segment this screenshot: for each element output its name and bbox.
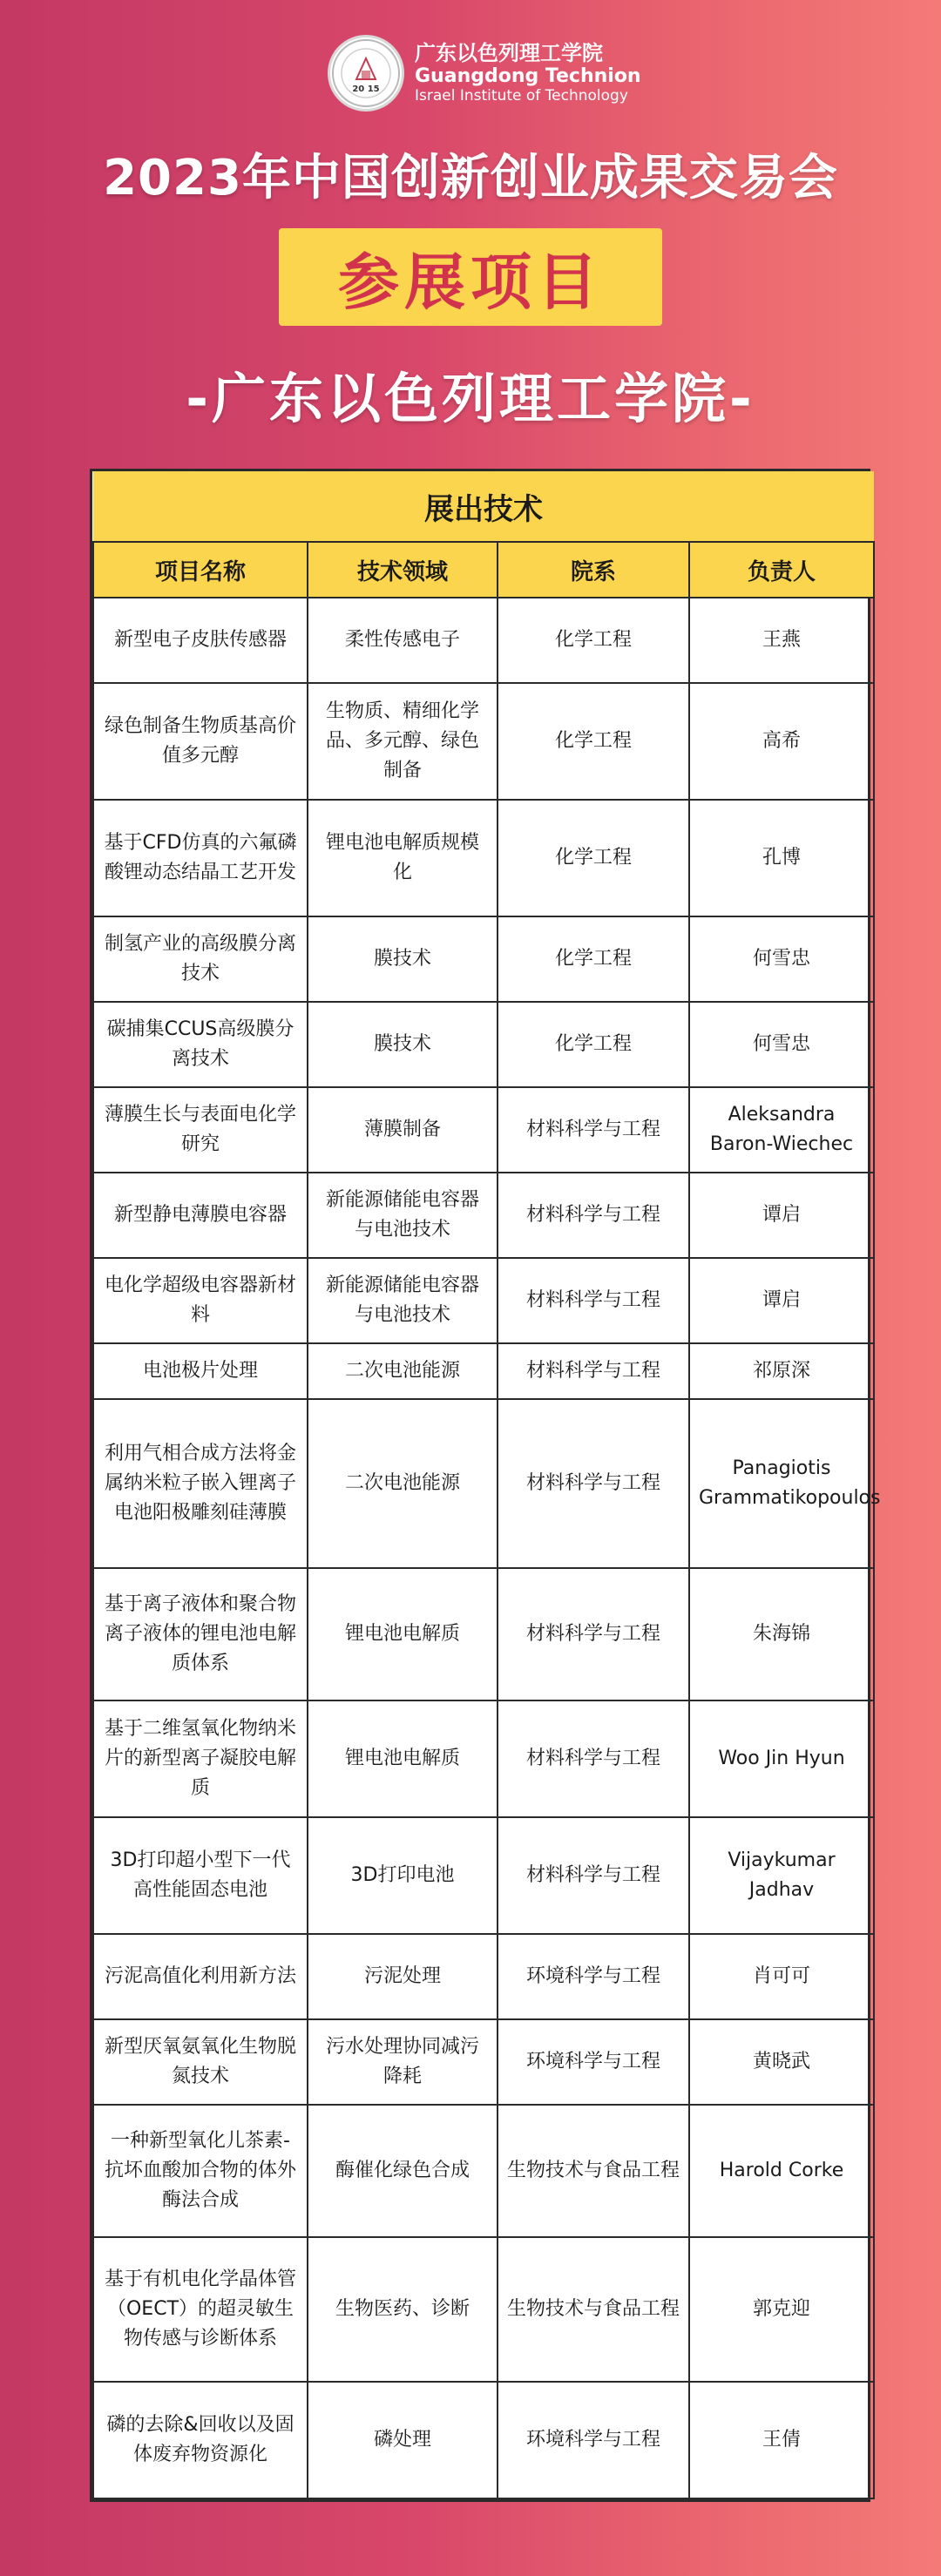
project-name-cell: 基于二维氢氧化物纳米片的新型离子凝胶电解质: [93, 1700, 308, 1817]
table-row: [93, 1087, 874, 1173]
project-name-cell: 电化学超级电容器新材料: [93, 1258, 308, 1343]
project-name-cell: 3D打印超小型下一代高性能固态电池: [93, 1817, 308, 1934]
table-row: [93, 1173, 874, 1258]
table-row: [93, 1343, 874, 1399]
project-name-cell: 新型静电薄膜电容器: [93, 1173, 308, 1258]
table-row: [93, 1258, 874, 1343]
table-row: [93, 1002, 874, 1087]
seal-emblem-icon: [330, 37, 402, 109]
table-row: [93, 1568, 874, 1700]
project-name-cell: 绿色制备生物质基高价值多元醇: [93, 683, 308, 800]
lead-cell: Panagiotis Grammatikopoulos: [689, 1399, 874, 1568]
logo-english-line1: Guangdong Technion: [415, 65, 641, 88]
lead-cell: Aleksandra Baron-Wiechec: [689, 1087, 874, 1173]
department-cell: 化学工程: [498, 683, 689, 800]
tech-field-cell: 膜技术: [308, 916, 498, 1002]
project-name-cell: 基于离子液体和聚合物离子液体的锂电池电解质体系: [93, 1568, 308, 1700]
table-row: [93, 1700, 874, 1817]
department-cell: 生物技术与食品工程: [498, 2237, 689, 2382]
department-cell: 材料科学与工程: [498, 1343, 689, 1399]
lead-cell: Harold Corke: [689, 2105, 874, 2237]
lead-cell: 郭克迎: [689, 2237, 874, 2382]
lead-cell: 孔博: [689, 800, 874, 916]
department-cell: 材料科学与工程: [498, 1399, 689, 1568]
table-row: [93, 1399, 874, 1568]
table-row: [93, 916, 874, 1002]
lead-cell: 何雪忠: [689, 1002, 874, 1087]
department-cell: 化学工程: [498, 1002, 689, 1087]
school-seal: [328, 35, 404, 112]
department-cell: 化学工程: [498, 800, 689, 916]
tech-field-cell: 锂电池电解质规模化: [308, 800, 498, 916]
project-name-cell: 新型电子皮肤传感器: [93, 598, 308, 683]
department-cell: 环境科学与工程: [498, 2019, 689, 2105]
table-row: [93, 2105, 874, 2237]
exhibit-table-container: [90, 469, 881, 2502]
project-name-cell: 电池极片处理: [93, 1343, 308, 1399]
tech-field-cell: 二次电池能源: [308, 1399, 498, 1568]
project-name-cell: 利用气相合成方法将金属纳米粒子嵌入锂离子电池阳极雕刻硅薄膜: [93, 1399, 308, 1568]
table-row: [93, 683, 874, 800]
table-row: [93, 800, 874, 916]
logo-chinese-name: 广东以色列理工学院: [415, 40, 603, 65]
project-name-cell: 新型厌氧氨氧化生物脱氮技术: [93, 2019, 308, 2105]
tech-field-cell: 二次电池能源: [308, 1343, 498, 1399]
exhibit-table: [92, 471, 881, 2499]
project-name-cell: 污泥高值化利用新方法: [93, 1934, 308, 2019]
tech-field-cell: 磷处理: [308, 2382, 498, 2498]
table-row: [93, 2382, 874, 2498]
logo-english-line2: Israel Institute of Technology: [415, 86, 628, 105]
department-cell: 材料科学与工程: [498, 1258, 689, 1343]
lead-cell: 王倩: [689, 2382, 874, 2498]
lead-cell: 祁原深: [689, 1343, 874, 1399]
tech-field-cell: 新能源储能电容器与电池技术: [308, 1173, 498, 1258]
lead-cell: Vijaykumar Jadhav: [689, 1817, 874, 1934]
project-name-cell: 薄膜生长与表面电化学研究: [93, 1087, 308, 1173]
lead-cell: 谭启: [689, 1173, 874, 1258]
seal-year: 20 15: [352, 85, 380, 94]
institution-subtitle: -广东以色列理工学院-: [186, 367, 755, 430]
tech-field-cell: 膜技术: [308, 1002, 498, 1087]
table-row: [93, 1817, 874, 1934]
header-logo: [328, 35, 641, 112]
department-cell: 材料科学与工程: [498, 1817, 689, 1934]
project-name-cell: 一种新型氧化儿茶素-抗坏血酸加合物的体外酶法合成: [93, 2105, 308, 2237]
project-name-cell: 碳捕集CCUS高级膜分离技术: [93, 1002, 308, 1087]
project-name-cell: 磷的去除&回收以及固体废弃物资源化: [93, 2382, 308, 2498]
department-cell: 环境科学与工程: [498, 1934, 689, 2019]
lead-cell: Woo Jin Hyun: [689, 1700, 874, 1817]
department-cell: 环境科学与工程: [498, 2382, 689, 2498]
project-name-cell: 基于CFD仿真的六氟磷酸锂动态结晶工艺开发: [93, 800, 308, 916]
table-row: [93, 1934, 874, 2019]
lead-cell: 王燕: [689, 598, 874, 683]
tech-field-cell: 生物质、精细化学品、多元醇、绿色制备: [308, 683, 498, 800]
tech-field-cell: 柔性传感电子: [308, 598, 498, 683]
tech-field-cell: 锂电池电解质: [308, 1700, 498, 1817]
lead-cell: 朱海锦: [689, 1568, 874, 1700]
column-header-project: 项目名称: [93, 542, 308, 598]
department-cell: 化学工程: [498, 598, 689, 683]
table-caption: 展出技术: [93, 471, 874, 542]
department-cell: 材料科学与工程: [498, 1087, 689, 1173]
department-cell: 材料科学与工程: [498, 1173, 689, 1258]
tech-field-cell: 锂电池电解质: [308, 1568, 498, 1700]
project-name-cell: 制氢产业的高级膜分离技术: [93, 916, 308, 1002]
lead-cell: 肖可可: [689, 1934, 874, 2019]
project-name-cell: 基于有机电化学晶体管（OECT）的超灵敏生物传感与诊断体系: [93, 2237, 308, 2382]
table-row: [93, 598, 874, 683]
table-row: [93, 2019, 874, 2105]
tech-field-cell: 薄膜制备: [308, 1087, 498, 1173]
tech-field-cell: 生物医药、诊断: [308, 2237, 498, 2382]
column-header-lead: 负责人: [689, 542, 874, 598]
page-title: 2023年中国创新创业成果交易会: [103, 150, 838, 206]
department-cell: 材料科学与工程: [498, 1568, 689, 1700]
tech-field-cell: 酶催化绿色合成: [308, 2105, 498, 2237]
lead-cell: 高希: [689, 683, 874, 800]
lead-cell: 谭启: [689, 1258, 874, 1343]
tech-field-cell: 污泥处理: [308, 1934, 498, 2019]
tech-field-cell: 3D打印电池: [308, 1817, 498, 1934]
department-cell: 化学工程: [498, 916, 689, 1002]
department-cell: 材料科学与工程: [498, 1700, 689, 1817]
lead-cell: 黄晓武: [689, 2019, 874, 2105]
department-cell: 生物技术与食品工程: [498, 2105, 689, 2237]
exhibit-badge: 参展项目: [279, 228, 662, 326]
tech-field-cell: 新能源储能电容器与电池技术: [308, 1258, 498, 1343]
lead-cell: 何雪忠: [689, 916, 874, 1002]
column-header-department: 院系: [498, 542, 689, 598]
table-row: [93, 2237, 874, 2382]
tech-field-cell: 污水处理协同减污降耗: [308, 2019, 498, 2105]
column-header-field: 技术领域: [308, 542, 498, 598]
